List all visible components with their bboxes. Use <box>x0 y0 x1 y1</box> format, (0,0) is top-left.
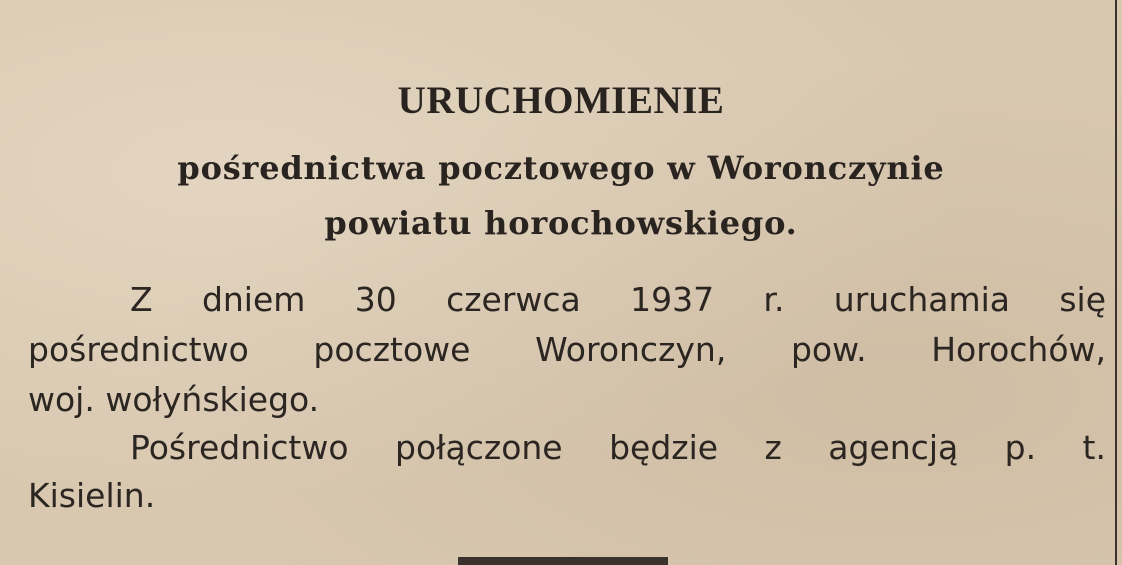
paragraph-1-line-1: Z dniem 30 czerwca 1937 r. uruchamia się <box>130 280 1106 319</box>
announcement-subtitle-line-1: pośrednictwa pocztowego w Woronczynie <box>177 149 945 187</box>
paragraph-2-line-1: Pośrednictwo połączone będzie z agencją p. t. <box>130 428 1106 467</box>
announcement-subtitle-line-2: powiatu horochowskiego. <box>324 204 798 242</box>
announcement-title: URUCHOMIENIE <box>397 79 725 122</box>
paragraph-1-line-3: woj. wołyńskiego. <box>28 380 320 419</box>
paragraph-2-line-2: Kisielin. <box>28 476 156 515</box>
section-divider <box>458 557 668 565</box>
paragraph-1-line-2: pośrednictwo pocztowe Woronczyn, pow. Horochów, <box>28 330 1106 369</box>
column-rule <box>1115 0 1117 565</box>
